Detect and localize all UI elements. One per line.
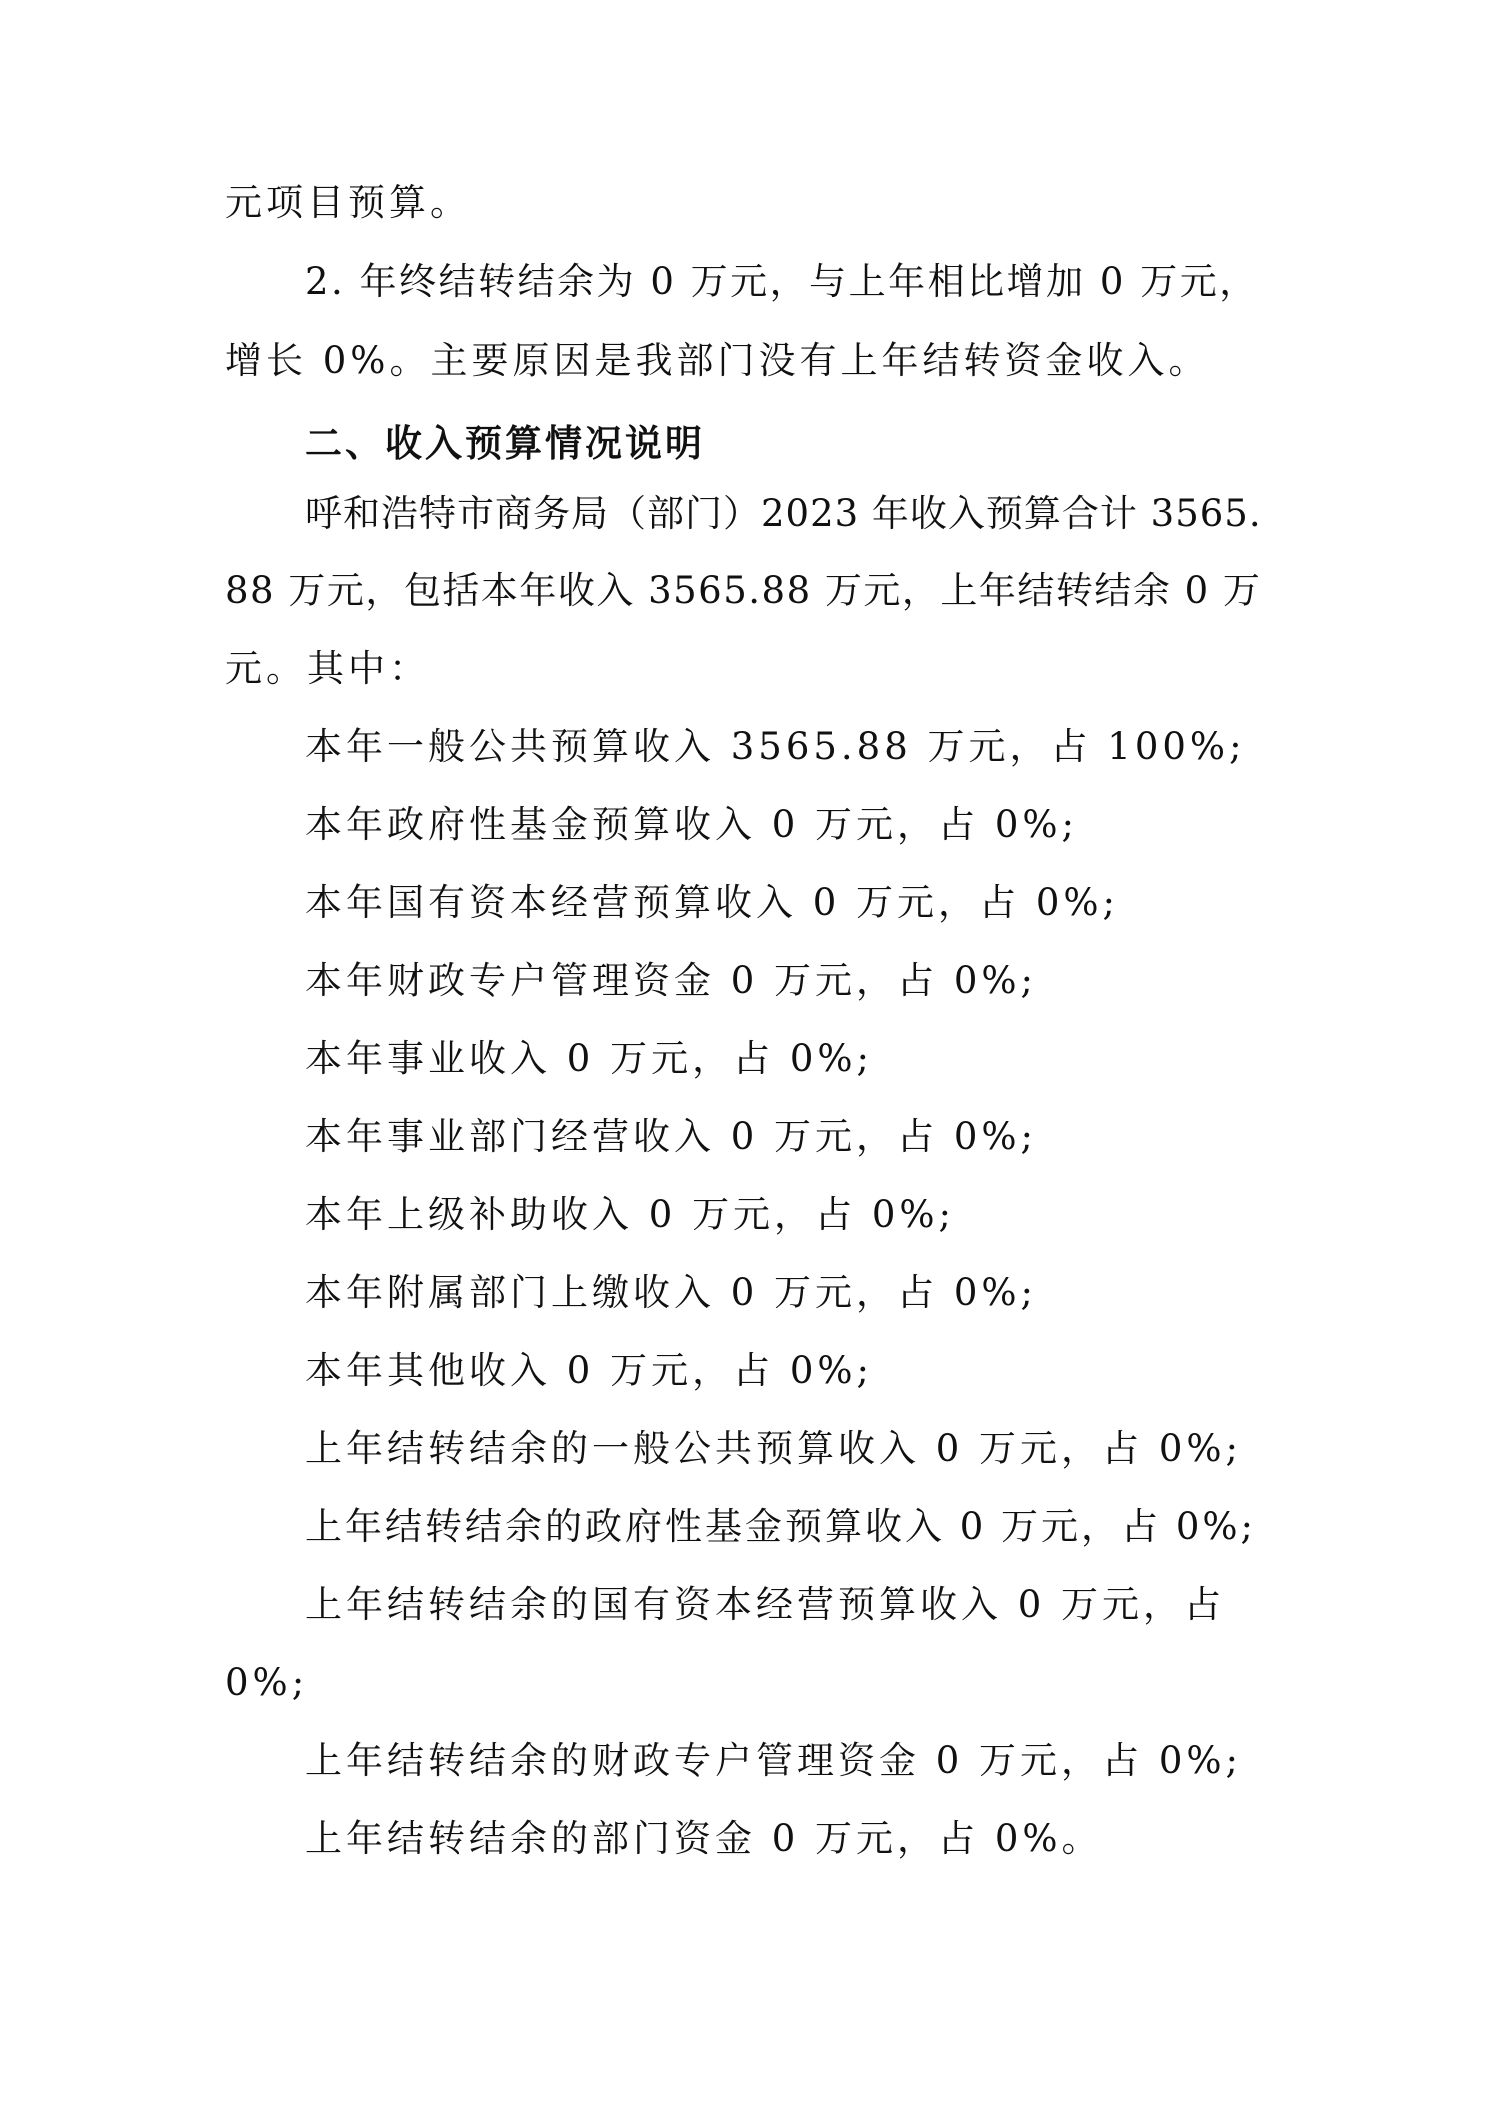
income-line: 本年国有资本经营预算收入 0 万元，占 0%; — [305, 881, 1119, 924]
income-line: 本年上级补助收入 0 万元，占 0%; — [305, 1193, 955, 1236]
income-line: 本年事业收入 0 万元，占 0%; — [305, 1037, 873, 1080]
income-line: 本年财政专户管理资金 0 万元，占 0%; — [305, 959, 1037, 1002]
paragraph-line: 呼和浩特市商务局（部门）2023 年收入预算合计 3565. — [305, 492, 1262, 535]
income-line: 本年事业部门经营收入 0 万元，占 0%; — [305, 1115, 1037, 1158]
income-line: 本年政府性基金预算收入 0 万元，占 0%; — [305, 803, 1078, 846]
income-line: 上年结转结余的财政专户管理资金 0 万元，占 0%; — [305, 1739, 1242, 1782]
income-line: 本年附属部门上缴收入 0 万元，占 0%; — [305, 1271, 1037, 1314]
paragraph-line: 2. 年终结转结余为 0 万元，与上年相比增加 0 万元， — [305, 260, 1259, 303]
income-line: 本年一般公共预算收入 3565.88 万元，占 100%; — [305, 725, 1246, 768]
section-heading: 二、收入预算情况说明 — [305, 422, 705, 465]
paragraph-line: 增长 0%。主要原因是我部门没有上年结转资金收入。 — [225, 339, 1210, 382]
income-line: 上年结转结余的部门资金 0 万元，占 0%。 — [305, 1817, 1103, 1860]
income-line-continuation: 0%; — [225, 1661, 309, 1704]
paragraph-line: 元。其中： — [225, 647, 430, 690]
income-line: 上年结转结余的一般公共预算收入 0 万元，占 0%; — [305, 1427, 1242, 1470]
income-line: 上年结转结余的国有资本经营预算收入 0 万元，占 — [305, 1583, 1226, 1626]
paragraph-line: 元项目预算。 — [225, 181, 471, 224]
income-line: 本年其他收入 0 万元，占 0%; — [305, 1349, 873, 1392]
income-line: 上年结转结余的政府性基金预算收入 0 万元，占 0%; — [305, 1505, 1256, 1548]
paragraph-line: 88 万元，包括本年收入 3565.88 万元，上年结转结余 0 万 — [225, 569, 1262, 612]
